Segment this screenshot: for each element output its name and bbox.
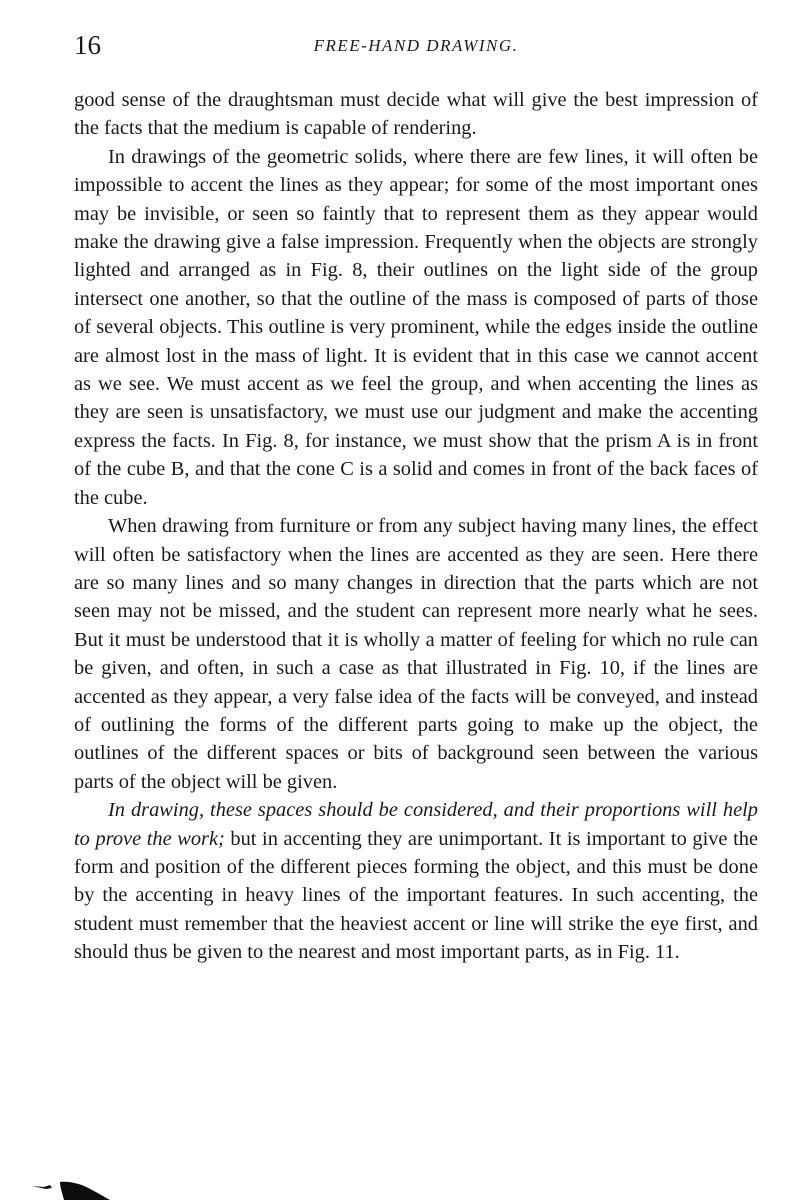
italic-phrase: In drawing, these spaces should be considered, and their proportions will help to prove the work; [74, 799, 758, 850]
paragraph-furniture: When drawing from furniture or from any subject having many lines, the effect will often be satisfactory when the lines are accented as they are seen. Here there are so many lines and so many changes in direction that the parts which are not seen may not be missed, and the student can represent more nearly what he sees. But it must be understood that it is wholly a matter of feeling for which no rule can be given, and often, in such a case as that illustrated in Fig. 10, if the lines are accented as they appear, a very false idea of the facts will be conveyed, and instead of outlining the forms of the different parts going to make up the object, the outlines of the different spaces or bits of background seen between the various parts of the object will be given. [74, 515, 758, 793]
page-number: 16 [74, 30, 101, 60]
paragraph-spaces [74, 796, 758, 966]
paragraph-geometric-solids: In drawings of the geometric solids, where there are few lines, it will often be impossible to accent the lines as they appear; for some of the most important ones may be invisible, or seen so faintly that to represent them as they appear would make the drawing give a false impression. Frequently when the objects are strongly lighted and arranged as in Fig. 8, their outlines on the light side of the group intersect one another, so that the outline of the mass is composed of parts of those of several objects. This outline is very prominent, while the edges inside the outline are almost lost in the mass of light. It is evident that in this case we cannot accent as we see. We must accent as we feel the group, and when accenting the lines as they are seen is unsatisfactory, we must use our judgment and make the accenting express the facts. In Fig. 8, for instance, we must show that the prism A is in front of the cube B, and that the cone C is a solid and comes in front of the back faces of the cube. [74, 145, 758, 509]
paragraph-spaces-rest: but in accenting they are unimportant. It is important to give the form and position of the different pieces forming the object, and this must be done by the accenting in heavy lines of the important features. In such accenting, the student must remember that the heaviest accent or line will strike the eye first, and should thus be given to the nearest and most important parts, as in Fig. 11. [74, 827, 758, 964]
page-header [74, 30, 758, 64]
ink-smudge [30, 1178, 110, 1200]
paragraph-continued: good sense of the draughtsman must decide what will give the best impression of the facts that the medium is capable of rendering. [74, 89, 758, 140]
body-text [74, 86, 758, 967]
running-head: FREE-HAND DRAWING. [313, 36, 519, 55]
